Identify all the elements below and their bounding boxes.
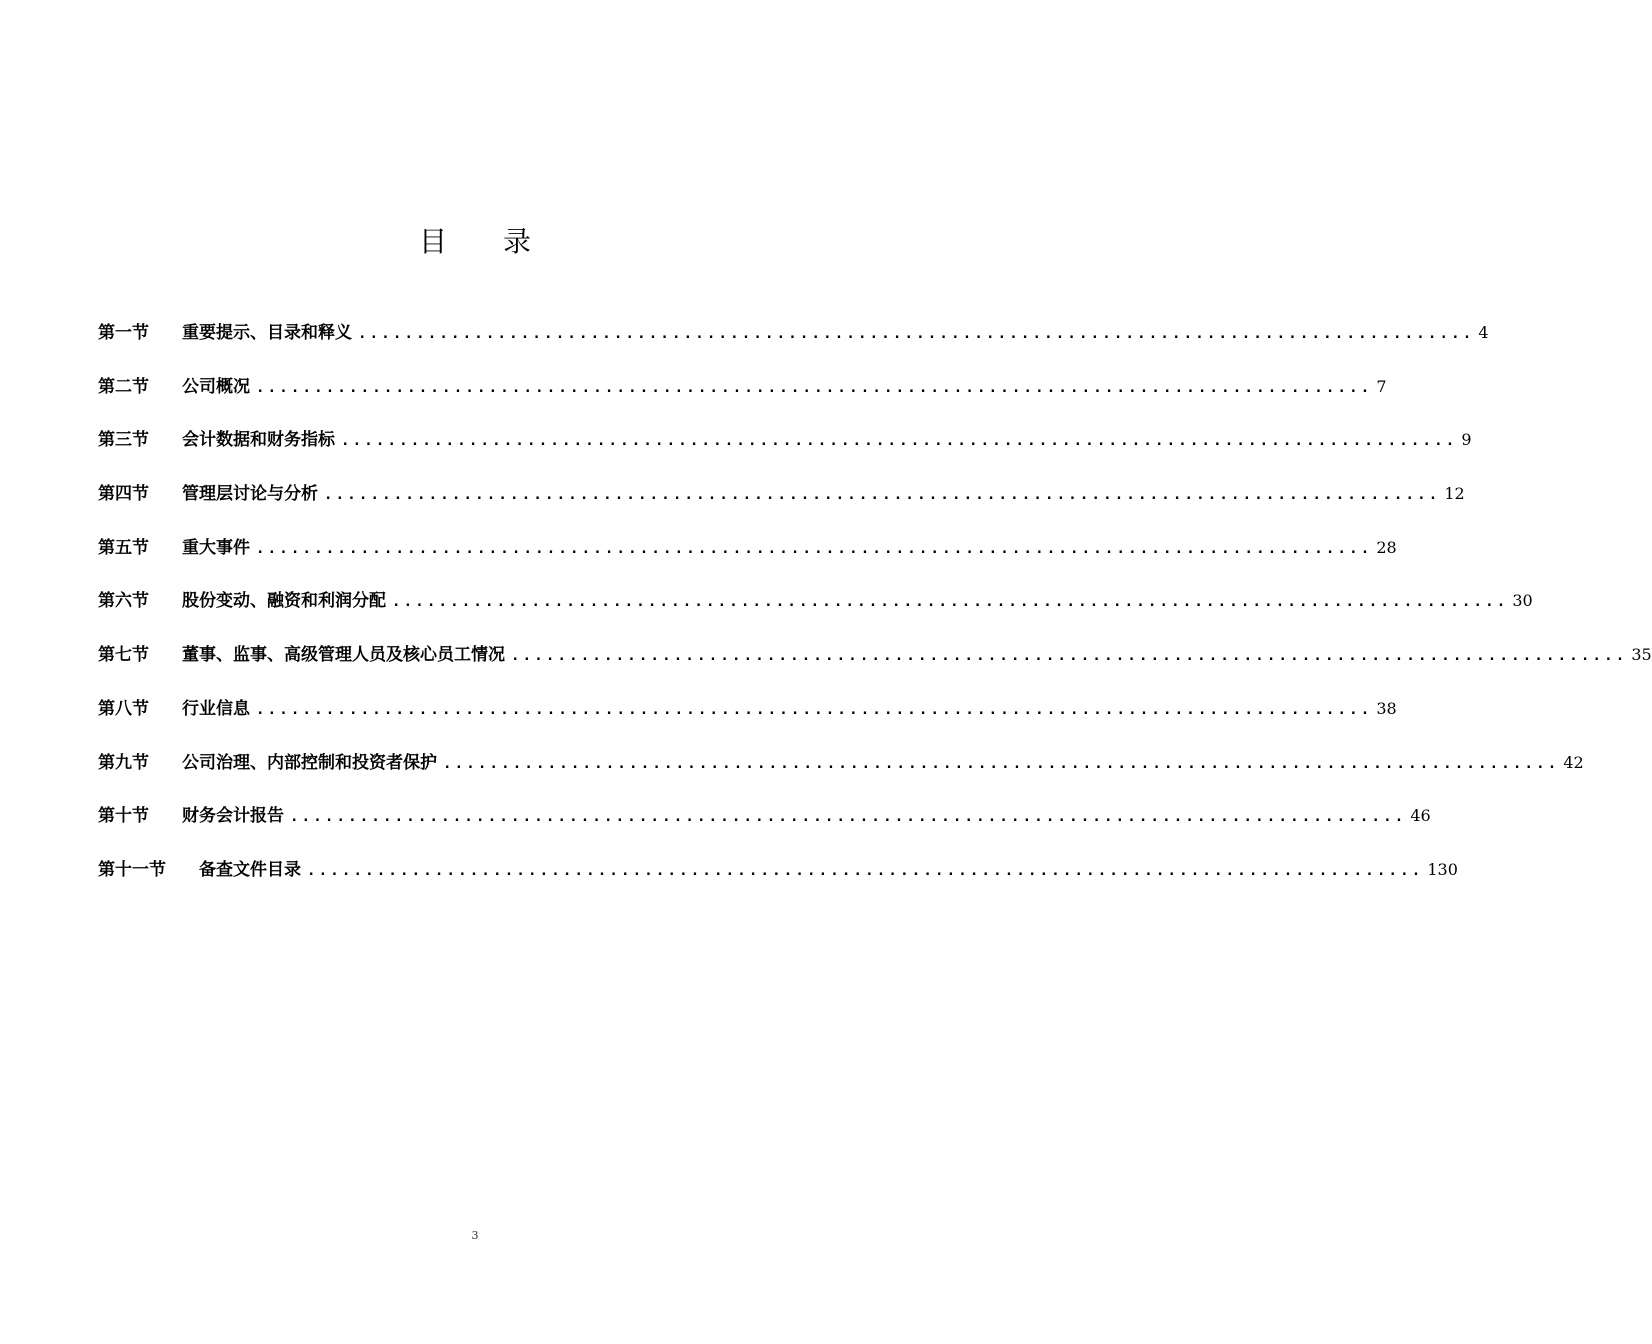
toc-dot-leader: ................................................................................................	[392, 594, 1509, 611]
toc-section-label: 第三节	[98, 430, 149, 451]
toc-page-number: 9	[1461, 430, 1472, 450]
toc-section-label: 第四节	[98, 484, 149, 505]
toc-entry-3[interactable]	[98, 425, 1472, 479]
toc-entry-title: 行业信息	[182, 698, 250, 719]
toc-entry-6[interactable]	[98, 586, 1533, 640]
table-of-contents	[98, 318, 1652, 909]
toc-dot-leader: ................................................................................................	[256, 540, 1373, 557]
toc-entry-7[interactable]	[98, 640, 1652, 694]
toc-dot-leader: ................................................................................................	[256, 379, 1373, 396]
page-number: 3	[471, 1229, 479, 1242]
toc-page-number: 38	[1376, 698, 1397, 718]
toc-page-number: 35	[1631, 645, 1652, 665]
title-char-1: 目	[418, 225, 447, 258]
title-char-2: 录	[503, 225, 532, 258]
toc-section-label: 第九节	[98, 752, 149, 773]
toc-section-label: 第七节	[98, 645, 149, 666]
toc-entry-title: 股份变动、融资和利润分配	[182, 591, 386, 612]
toc-section-label: 第十一节	[98, 859, 166, 880]
toc-page-number: 130	[1427, 859, 1458, 879]
toc-page-number: 30	[1512, 591, 1533, 611]
toc-entry-title: 重大事件	[182, 537, 250, 558]
toc-dot-leader: ................................................................................................	[290, 809, 1407, 826]
toc-entry-title: 财务会计报告	[182, 806, 284, 827]
toc-section-label: 第十节	[98, 806, 149, 827]
toc-entry-title: 公司治理、内部控制和投资者保护	[182, 752, 437, 773]
toc-dot-leader: ................................................................................................	[341, 433, 1458, 450]
toc-page-number: 4	[1478, 323, 1489, 342]
toc-entry-title: 会计数据和财务指标	[182, 430, 335, 451]
toc-entry-title: 备查文件目录	[199, 859, 301, 880]
toc-entry-11[interactable]	[98, 855, 1458, 909]
toc-section-label: 第八节	[98, 698, 149, 719]
toc-page-number: 42	[1563, 752, 1584, 772]
toc-entry-title: 董事、监事、高级管理人员及核心员工情况	[182, 645, 505, 666]
toc-dot-leader: ................................................................................................	[307, 862, 1424, 879]
toc-dot-leader: ................................................................................................	[511, 648, 1628, 665]
toc-section-label: 第一节	[98, 323, 149, 343]
toc-entry-2[interactable]	[98, 372, 1387, 426]
toc-entry-9[interactable]	[98, 748, 1584, 802]
toc-entry-title: 公司概况	[182, 376, 250, 397]
toc-entry-5[interactable]	[98, 533, 1397, 587]
toc-entry-4[interactable]	[98, 479, 1465, 533]
toc-entry-8[interactable]	[98, 694, 1397, 748]
toc-section-label: 第六节	[98, 591, 149, 612]
toc-dot-leader: ................................................................................................	[443, 755, 1560, 772]
toc-entry-1[interactable]	[98, 318, 1489, 372]
toc-entry-title: 管理层讨论与分析	[182, 484, 318, 505]
toc-page-number: 12	[1444, 484, 1465, 504]
toc-entry-10[interactable]	[98, 801, 1431, 855]
toc-page-number: 28	[1376, 537, 1397, 557]
page-title	[0, 220, 950, 260]
toc-page-number: 46	[1410, 806, 1431, 826]
toc-section-label: 第二节	[98, 376, 149, 397]
toc-page-number: 7	[1376, 376, 1387, 396]
toc-dot-leader: ................................................................................................	[324, 487, 1441, 504]
toc-entry-title: 重要提示、目录和释义	[182, 323, 352, 343]
toc-dot-leader: ................................................................................................	[358, 326, 1475, 342]
toc-dot-leader: ................................................................................................	[256, 701, 1373, 718]
toc-section-label: 第五节	[98, 537, 149, 558]
